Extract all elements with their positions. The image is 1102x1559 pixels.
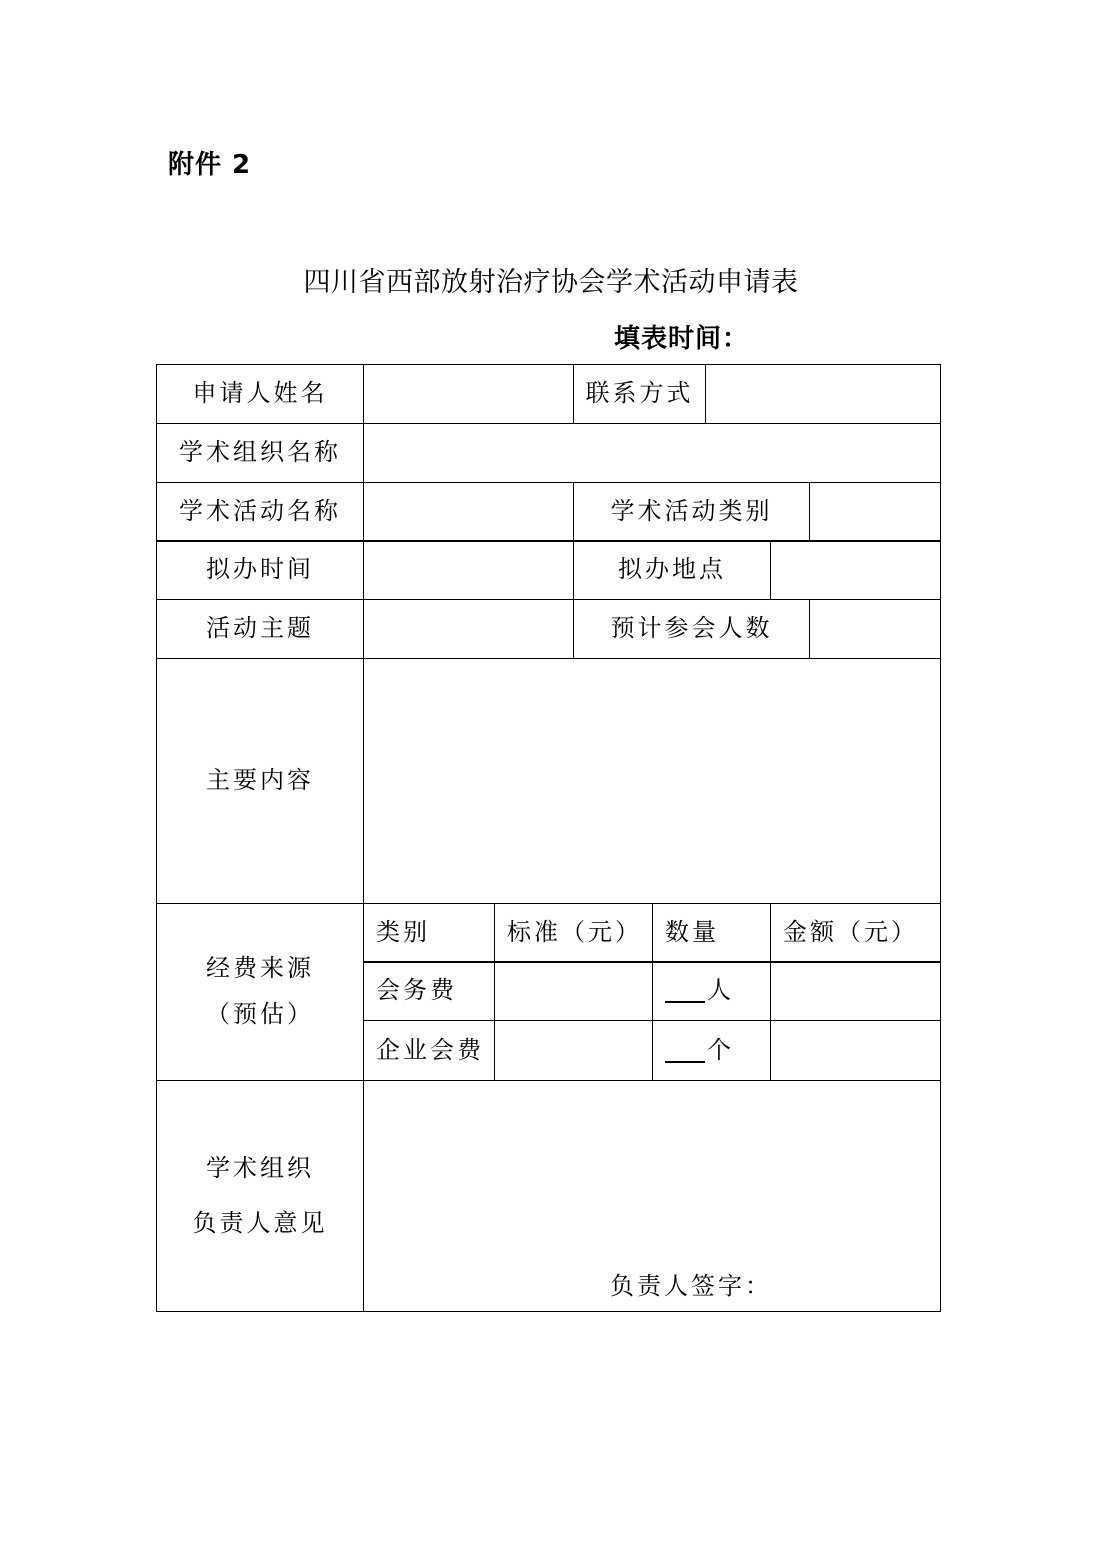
expected-attendees-label: 预计参会人数 <box>573 599 810 659</box>
funding-row1-quantity[interactable] <box>652 961 771 1021</box>
funding-row2-quantity[interactable] <box>652 1020 771 1081</box>
fill-time-label: 填表时间： <box>614 324 750 354</box>
main-content-field[interactable] <box>363 658 941 904</box>
attachment-label: 附件 2 <box>168 150 252 180</box>
applicant-name-label: 申请人姓名 <box>156 364 364 424</box>
opinion-label <box>156 1080 364 1312</box>
planned-time-field[interactable] <box>363 540 574 600</box>
org-name-field[interactable] <box>363 423 941 483</box>
opinion-label-line1: 学术组织 <box>206 1153 314 1182</box>
funding-row1-category: 会务费 <box>363 961 495 1021</box>
planned-time-label: 拟办时间 <box>156 540 364 600</box>
funding-label-line2: （预估） <box>206 1000 314 1028</box>
funding-col-quantity: 数量 <box>652 903 771 963</box>
opinion-label-line2: 负责人意见 <box>192 1209 328 1237</box>
applicant-name-field[interactable] <box>363 364 574 424</box>
funding-label-line1: 经费来源 <box>206 954 314 983</box>
planned-place-label: 拟办地点 <box>573 540 771 600</box>
quantity-blank[interactable] <box>665 1039 705 1063</box>
expected-attendees-field[interactable] <box>809 599 941 659</box>
planned-place-field[interactable] <box>770 540 941 600</box>
signature-label: 负责人签字： <box>610 1272 772 1300</box>
funding-col-standard: 标准（元） <box>494 903 653 963</box>
activity-category-field[interactable] <box>809 482 941 542</box>
activity-category-label: 学术活动类别 <box>573 482 810 542</box>
main-content-label: 主要内容 <box>156 658 364 904</box>
contact-label: 联系方式 <box>573 364 706 424</box>
funding-source-label <box>156 903 364 1081</box>
quantity-blank[interactable] <box>665 979 705 1003</box>
funding-col-amount: 金额（元） <box>770 903 941 963</box>
activity-name-label: 学术活动名称 <box>156 482 364 542</box>
funding-row1-amount[interactable] <box>770 961 941 1021</box>
quantity-unit: 人 <box>707 976 734 1005</box>
theme-label: 活动主题 <box>156 599 364 659</box>
funding-row2-standard[interactable] <box>494 1020 653 1081</box>
contact-field[interactable] <box>705 364 941 424</box>
funding-row2-category: 企业会费 <box>363 1020 495 1081</box>
theme-field[interactable] <box>363 599 574 659</box>
form-title: 四川省西部放射治疗协会学术活动申请表 <box>303 267 799 298</box>
funding-row2-amount[interactable] <box>770 1020 941 1081</box>
funding-col-category: 类别 <box>363 903 495 963</box>
quantity-unit: 个 <box>707 1035 734 1064</box>
activity-name-field[interactable] <box>363 482 574 542</box>
funding-row1-standard[interactable] <box>494 961 653 1021</box>
org-name-label: 学术组织名称 <box>156 423 364 483</box>
